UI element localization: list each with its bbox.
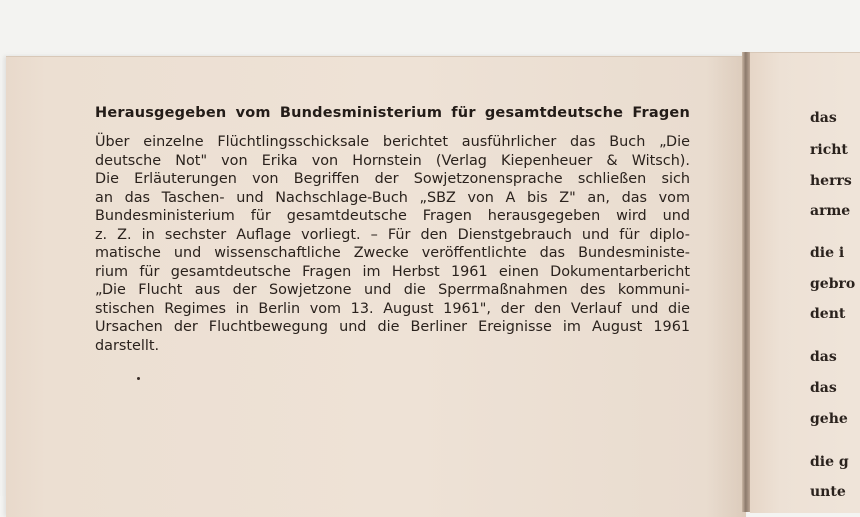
- text-line: deutsche Not" von Erika von Hornstein (Verlag Kiepenheuer & Witsch).: [95, 152, 690, 169]
- text-line: „Die Flucht aus der Sowjetzone und die Sperrmaßnahmen des kommuni-: [95, 282, 690, 298]
- right-page-fragment: gehe: [810, 411, 848, 427]
- right-page-fragment: das: [810, 349, 837, 365]
- text-line: an das Taschen- und Nachschlage-Buch „SBZ von A bis Z" an, das vom: [95, 189, 690, 206]
- body-paragraph: [95, 133, 690, 355]
- right-page-fragment: die i: [810, 245, 845, 261]
- heading-word: für: [451, 105, 476, 121]
- right-page-fragment: arme: [810, 203, 851, 219]
- section-heading: [95, 105, 690, 121]
- book-gutter: [742, 52, 750, 512]
- text-line: Über einzelne Flüchtlingsschicksale berichtet ausführlicher das Buch „Die: [95, 134, 690, 150]
- text-line: Ursachen der Fluchtbewegung und die Berliner Ereignisse im August 1961: [95, 319, 690, 335]
- heading-word: vom: [235, 105, 271, 121]
- ink-speck: [137, 377, 140, 380]
- heading-word: Bundesministerium: [279, 105, 443, 121]
- text-line: Die Erläuterungen von Begriffen der Sowjetzonensprache schließen sich: [95, 171, 690, 187]
- text-line: stischen Regimes in Berlin vom 13. August 1961", der den Verlauf und die: [95, 300, 690, 317]
- heading-word: Fragen: [632, 105, 690, 121]
- right-page-fragment: dent: [810, 306, 846, 322]
- heading-word: Herausgegeben: [95, 105, 227, 121]
- text-line: darstellt.: [95, 337, 160, 354]
- text-line: rium für gesamtdeutsche Fragen im Herbst 1961 einen Dokumentarbericht: [95, 263, 690, 280]
- right-page-fragment: das: [810, 380, 837, 396]
- text-line: Bundesministerium für gesamtdeutsche Fragen herausgegeben wird und: [95, 208, 690, 224]
- text-line: matische und wissenschaftliche Zwecke veröffentlichte das Bundesministe-: [95, 245, 690, 261]
- right-page-fragment: herrs: [810, 173, 852, 189]
- right-page-fragment: unte: [810, 484, 846, 500]
- right-page-fragment: gebro: [810, 276, 856, 292]
- right-page-fragment: das: [810, 110, 837, 126]
- right-page-fragment: die g: [810, 454, 849, 470]
- heading-word: gesamtdeutsche: [484, 105, 624, 121]
- right-page-fragment: richt: [810, 142, 848, 158]
- text-line: z. Z. in sechster Auflage vorliegt. – Für den Dienstgebrauch und für diplo-: [95, 226, 690, 243]
